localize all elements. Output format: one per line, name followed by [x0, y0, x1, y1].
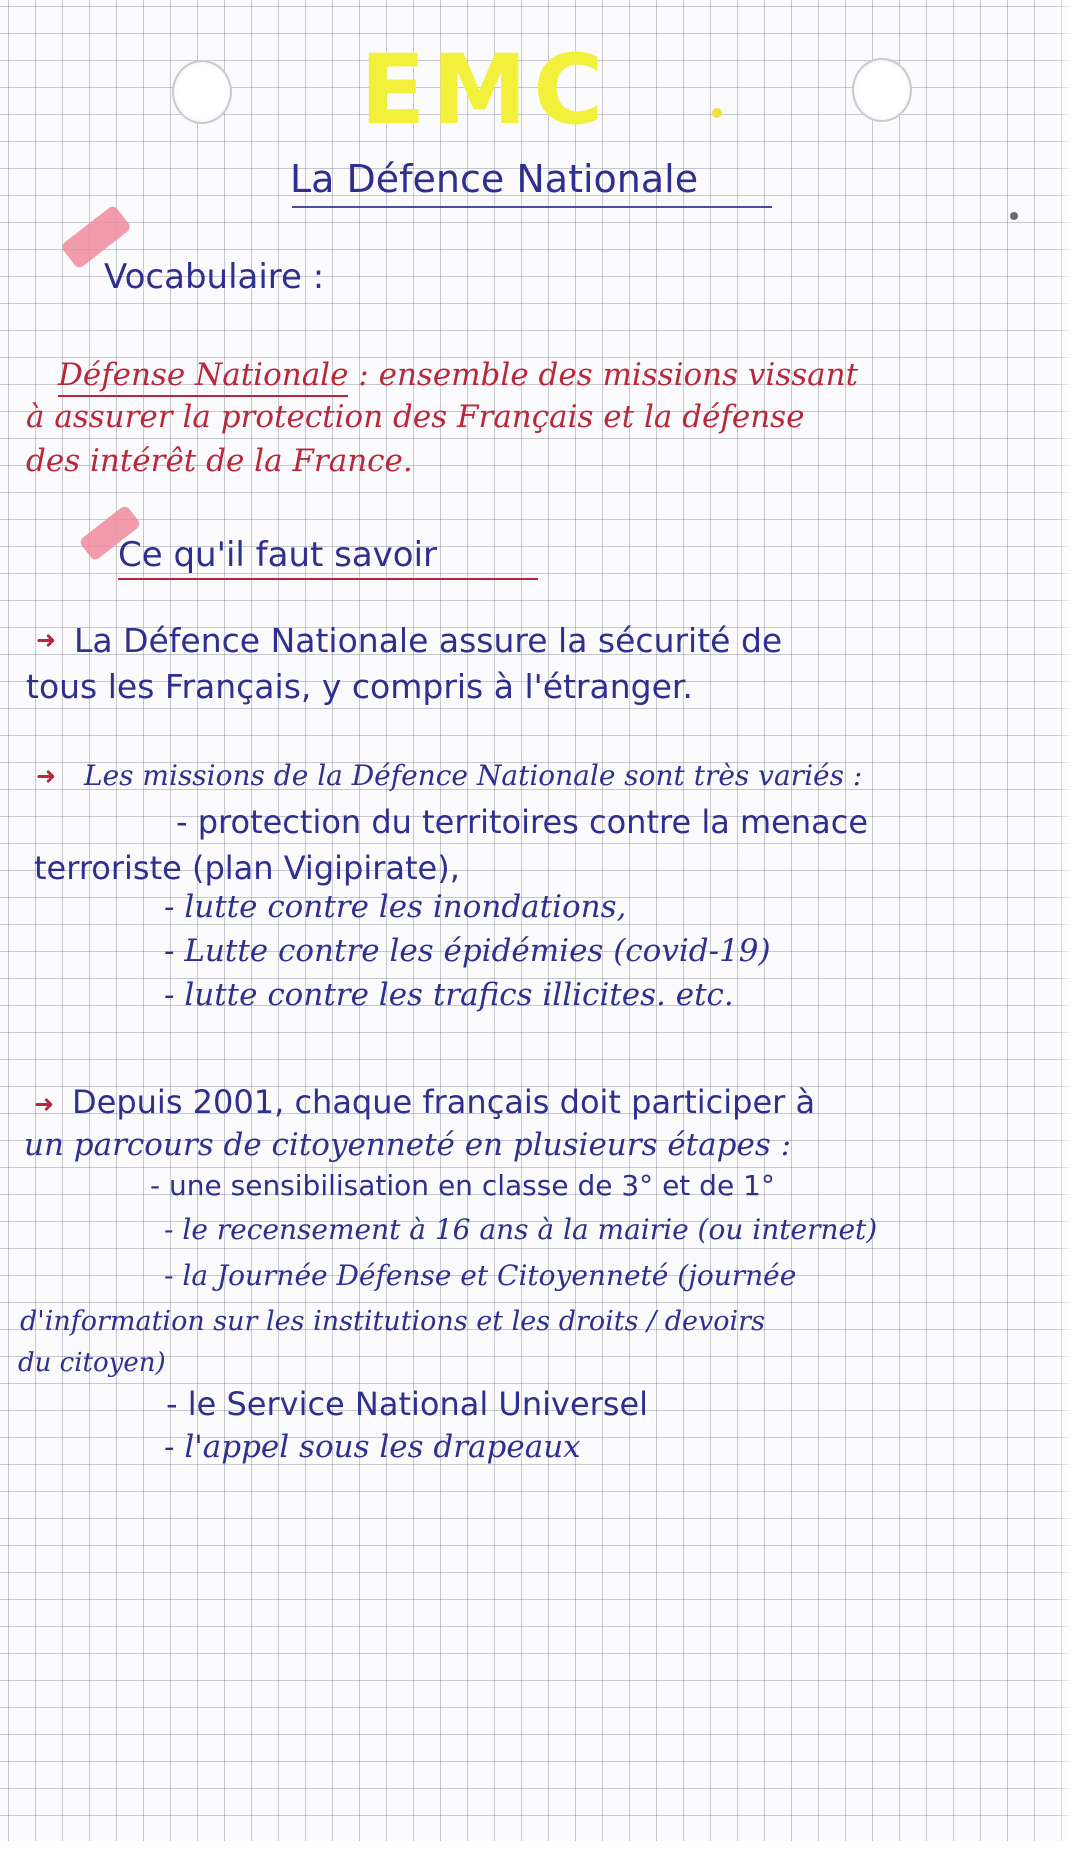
point1-line-2: tous les Français, y compris à l'étranger. [26, 667, 693, 706]
term-underline [58, 395, 348, 397]
punch-hole-right [852, 58, 912, 122]
page-edge [1056, 0, 1080, 1853]
point2-line-2: - protection du territoires contre la menace [176, 803, 869, 841]
point3-line-6: d'information sur les institutions et les droits / devoirs [20, 1306, 765, 1337]
vocab-line-1: Défense Nationale : ensemble des missions vissant [58, 357, 859, 393]
heading-ce-quil-faut-savoir: Ce qu'il faut savoir [118, 535, 438, 575]
point3-line-3: - une sensibilisation en classe de 3° et de 1° [150, 1169, 775, 1202]
ink-dot [1010, 212, 1018, 220]
vocab-line-2: à assurer la protection des Français et la défense [26, 399, 805, 435]
arrow-icon: ➜ [34, 1090, 55, 1118]
punch-hole-left [172, 60, 232, 124]
point3-line-9: - l'appel sous les drapeaux [164, 1429, 581, 1465]
point2-line-1: Les missions de la Défence Nationale sont très variés : [84, 759, 863, 792]
point3-line-8: - le Service National Universel [166, 1385, 649, 1423]
point2-line-4: - lutte contre les inondations, [164, 889, 627, 925]
point3-line-4: - le recensement à 16 ans à la mairie (ou internet) [164, 1213, 878, 1246]
page-subtitle: La Défence Nationale [290, 157, 699, 201]
page-edge-bottom [0, 1841, 1080, 1853]
point3-line-7: du citoyen) [18, 1348, 166, 1378]
title-emc [360, 34, 780, 146]
heading-vocabulaire: Vocabulaire : [104, 257, 325, 297]
arrow-icon: ➜ [36, 626, 57, 654]
point1-line-1: La Défence Nationale assure la sécurité de [74, 621, 783, 660]
point2-line-6: - lutte contre les trafics illicites. etc. [164, 977, 734, 1013]
title-text: EMC [360, 34, 610, 146]
point2-line-5: - Lutte contre les épidémies (covid-19) [164, 933, 771, 969]
vocab-line-3: des intérêt de la France. [26, 443, 413, 479]
title-dot [712, 108, 722, 118]
arrow-icon: ➜ [36, 762, 57, 790]
subtitle-underline [292, 206, 772, 208]
point3-line-1: Depuis 2001, chaque français doit participer à [72, 1083, 816, 1121]
heading-underline [118, 578, 538, 580]
point3-line-5: - la Journée Défense et Citoyenneté (journée [164, 1259, 797, 1292]
point3-line-2: un parcours de citoyenneté en plusieurs étapes : [24, 1127, 792, 1163]
point2-line-3: terroriste (plan Vigipirate), [34, 849, 460, 887]
